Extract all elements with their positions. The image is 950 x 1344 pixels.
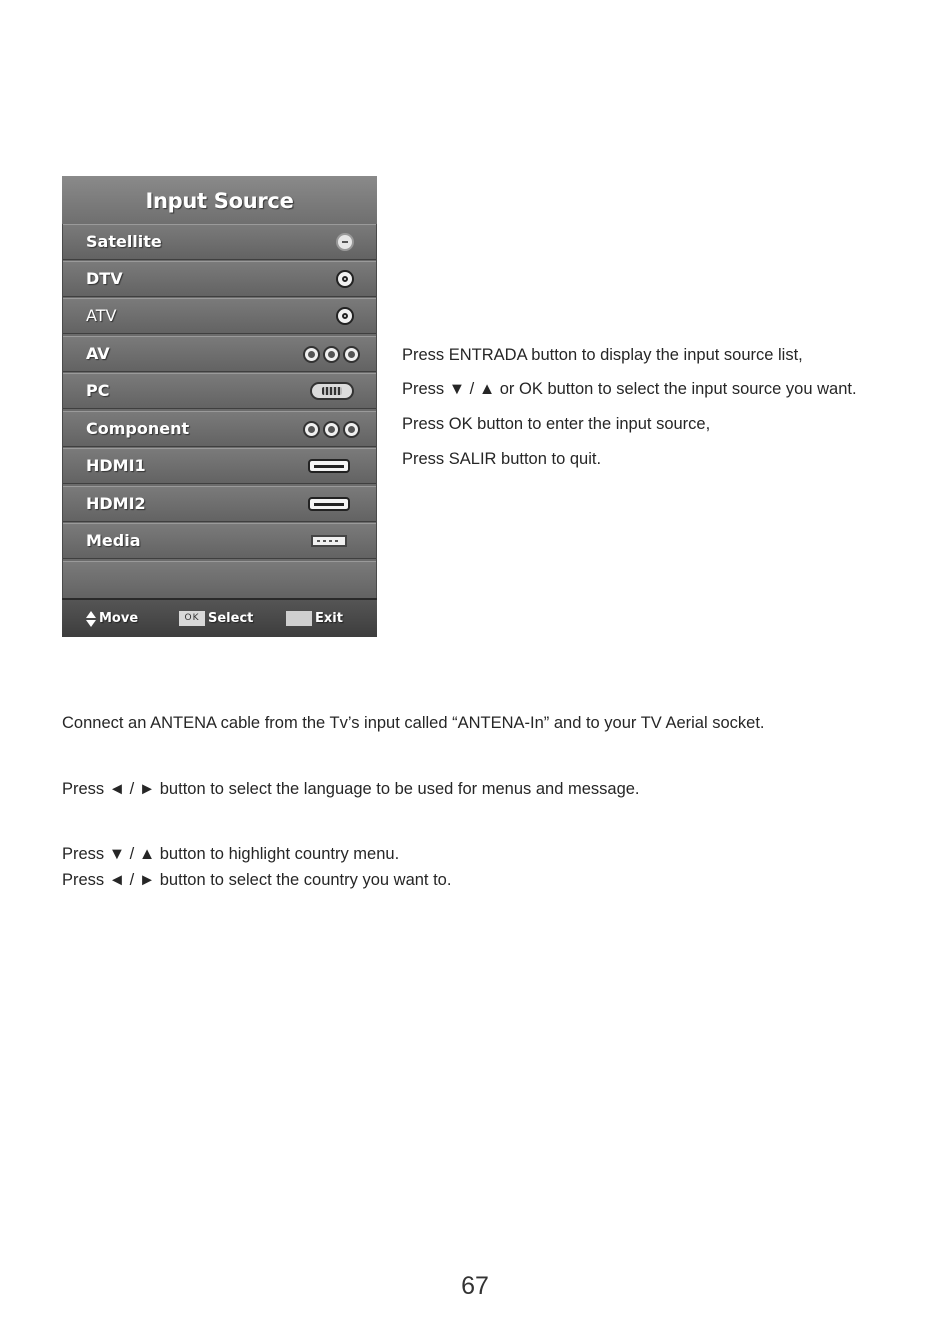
menu-item-label: PC — [86, 381, 110, 400]
menu-title: Input Source — [62, 176, 377, 224]
menu-item-label: HDMI2 — [86, 494, 146, 513]
instruction-line: Press ▼ / ▲ or OK button to select the input source you want. — [402, 380, 857, 398]
footer-move-label: Move — [99, 611, 139, 626]
menu-item-label: DTV — [86, 269, 123, 288]
footer-exit-hint — [286, 600, 343, 637]
footer-move-hint — [86, 600, 138, 637]
menu-item-hdmi1[interactable] — [63, 448, 376, 484]
menu-item-av[interactable] — [63, 336, 376, 372]
rca-connector-icon — [303, 337, 360, 371]
exit-key-icon — [286, 611, 312, 626]
instruction-line: Press ENTRADA button to display the input source list, — [402, 346, 803, 364]
rca-connector-icon — [303, 412, 360, 446]
menu-item-label: Media — [86, 531, 141, 550]
menu-item-pc[interactable] — [63, 373, 376, 409]
instruction-line: Press SALIR button to quit. — [402, 450, 602, 468]
country-paragraph-line: Press ▼ / ▲ button to highlight country menu. — [62, 845, 400, 863]
page-number: 67 — [461, 1272, 489, 1300]
hdmi-connector-icon — [308, 449, 350, 483]
menu-item-label: Satellite — [86, 232, 162, 251]
country-paragraph-line: Press ◄ / ► button to select the country you want to. — [62, 871, 452, 889]
menu-item-label: AV — [86, 344, 110, 363]
vga-connector-icon — [310, 374, 354, 408]
language-paragraph: Press ◄ / ► button to select the language to be used for menus and message. — [62, 780, 640, 798]
menu-item-label: ATV — [86, 306, 117, 325]
usb-connector-icon — [311, 524, 347, 558]
footer-select-label: Select — [208, 611, 254, 626]
menu-item-label: Component — [86, 419, 190, 438]
coax-connector-icon — [336, 299, 354, 333]
ok-key-icon: OK — [179, 611, 205, 626]
antenna-paragraph: Connect an ANTENA cable from the Tv’s input called “ANTENA-In” and to your TV Aerial socket. — [62, 714, 765, 732]
hdmi-connector-icon — [308, 487, 350, 521]
menu-empty-row — [63, 561, 376, 598]
input-source-menu — [62, 176, 377, 637]
menu-item-component[interactable] — [63, 411, 376, 447]
footer-exit-label: Exit — [315, 611, 343, 626]
coax-connector-icon — [336, 262, 354, 296]
menu-item-atv[interactable] — [63, 298, 376, 334]
instruction-line: Press OK button to enter the input source, — [402, 415, 711, 433]
satellite-connector-icon — [336, 225, 354, 259]
menu-item-media[interactable] — [63, 523, 376, 559]
menu-item-hdmi2[interactable] — [63, 486, 376, 522]
menu-item-dtv[interactable] — [63, 261, 376, 297]
footer-select-hint — [179, 600, 253, 637]
menu-item-satellite[interactable] — [63, 224, 376, 260]
up-down-arrow-icon — [86, 611, 96, 627]
menu-footer — [62, 598, 377, 637]
menu-item-label: HDMI1 — [86, 456, 146, 475]
